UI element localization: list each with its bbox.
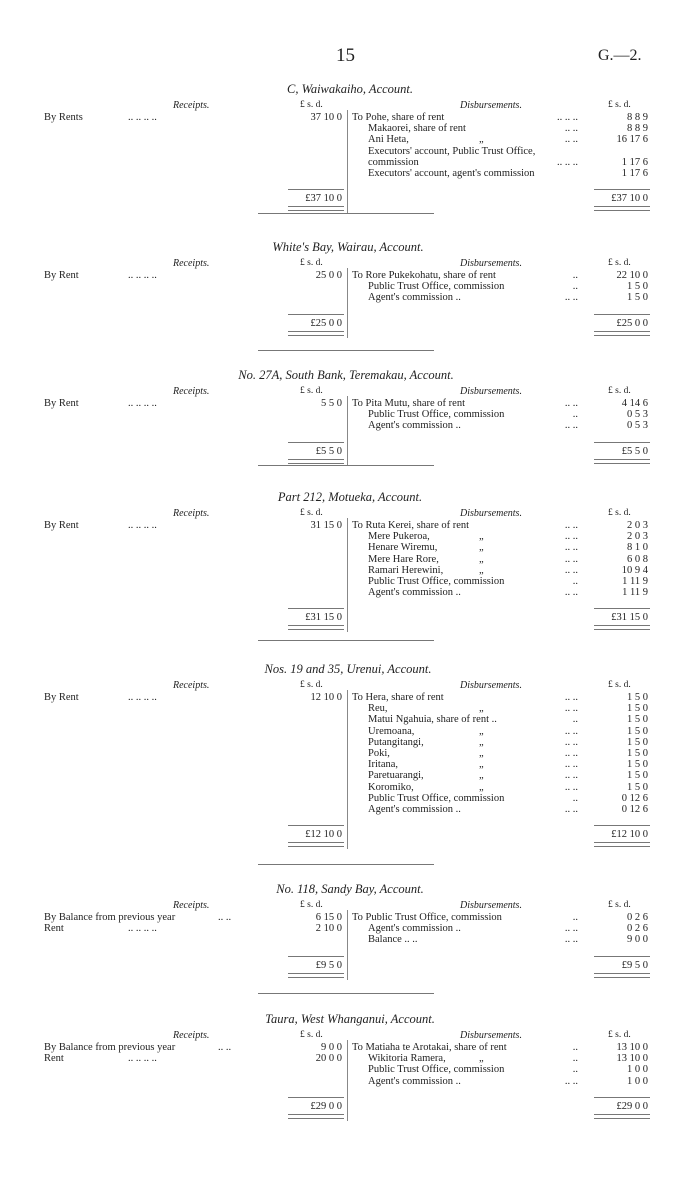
ditto-mark: „ (479, 725, 484, 737)
disbursements-heading: Disbursements. (460, 900, 522, 911)
disbursements-total: £9 5 0 (621, 959, 648, 971)
ditto-mark: „ (479, 1053, 484, 1065)
double-rule (594, 331, 650, 336)
disbursement-leader: .. .. (564, 292, 578, 304)
disbursements-heading: Disbursements. (460, 508, 522, 519)
double-rule (594, 459, 650, 464)
disbursement-label: Public Trust Office, commission (368, 281, 505, 293)
receipts-total: £9 5 0 (315, 959, 342, 971)
disbursement-label: Matui Ngahuia, share of rent .. (368, 714, 497, 726)
disbursement-amount: 1 5 0 (627, 725, 648, 737)
double-rule (288, 842, 344, 847)
disbursement-amount: 0 12 6 (621, 792, 648, 804)
disbursement-leader: .. .. (564, 770, 578, 782)
disbursement-amount: 1 5 0 (627, 770, 648, 782)
disbursement-label: To Hera, share of rent (352, 692, 444, 703)
rule-line (288, 314, 344, 315)
disbursement-label: Paretuarangi, (368, 770, 424, 782)
column-divider (347, 910, 348, 980)
disbursement-amount: 1 5 0 (627, 759, 648, 771)
receipt-label: By Rent (44, 270, 79, 281)
rule-line (288, 608, 344, 609)
receipts-total: £37 10 0 (305, 193, 342, 205)
rule-line (288, 956, 344, 957)
receipt-label: Rent (44, 923, 64, 935)
disbursement-leader: .. (572, 714, 578, 726)
receipt-leader: .. .. .. .. (128, 692, 157, 703)
disbursement-label: Executors' account, agent's commission (368, 168, 535, 179)
lsd-heading: £ s. d. (608, 386, 631, 396)
column-divider (347, 690, 348, 849)
disbursement-leader: .. .. (564, 123, 578, 135)
disbursement-label: To Pita Mutu, share of rent (352, 398, 465, 409)
lsd-heading: £ s. d. (608, 258, 631, 268)
disbursement-label: Executors' account, Public Trust Office, (368, 145, 536, 157)
receipts-heading: Receipts. (173, 1030, 210, 1041)
receipts-total: £5 5 0 (315, 445, 342, 457)
double-rule (288, 973, 344, 978)
double-rule (288, 459, 344, 464)
disbursement-label: Public Trust Office, commission (368, 792, 505, 804)
disbursement-amount: 1 5 0 (627, 736, 648, 748)
column-divider (347, 110, 348, 213)
disbursement-leader: .. (572, 270, 578, 281)
disbursements-total: £31 15 0 (611, 612, 648, 624)
disbursement-label: To Public Trust Office, commission (352, 912, 502, 923)
disbursement-amount: 1 0 0 (627, 1064, 648, 1076)
receipt-label: By Rent (44, 692, 79, 703)
ditto-mark: „ (479, 736, 484, 748)
lsd-heading: £ s. d. (608, 508, 631, 518)
disbursement-amount: 1 5 0 (627, 692, 648, 703)
receipt-amount: 12 10 0 (310, 692, 342, 703)
receipt-amount: 25 0 0 (315, 270, 342, 281)
receipt-leader: .. .. .. .. (128, 520, 157, 531)
rule-line (288, 442, 344, 443)
disbursement-amount: 1 5 0 (627, 781, 648, 793)
lsd-heading: £ s. d. (300, 100, 323, 110)
lsd-heading: £ s. d. (608, 900, 631, 910)
disbursement-amount: 0 2 6 (627, 912, 648, 923)
lsd-heading: £ s. d. (608, 1030, 631, 1040)
receipts-heading: Receipts. (173, 100, 210, 111)
disbursement-amount: 1 17 6 (621, 168, 648, 179)
receipt-label: By Rent (44, 520, 79, 531)
receipts-total: £25 0 0 (310, 317, 342, 329)
disbursement-leader: .. .. (564, 703, 578, 715)
disbursement-amount: 1 5 0 (627, 703, 648, 715)
account-title: White's Bay, Wairau, Account. (272, 240, 424, 254)
disbursement-label: Iritana, (368, 759, 399, 771)
receipts-total: £29 0 0 (310, 1100, 342, 1112)
disbursement-amount: 1 11 9 (622, 576, 648, 587)
disbursement-label: Ani Heta, (368, 134, 409, 146)
ditto-mark: „ (479, 564, 484, 576)
lsd-heading: £ s. d. (300, 900, 323, 910)
disbursement-leader: .. (572, 281, 578, 293)
disbursement-label: To Rore Pukekohatu, share of rent (352, 270, 496, 281)
disbursement-label: Public Trust Office, commission (368, 409, 505, 421)
double-rule (594, 1114, 650, 1119)
receipts-heading: Receipts. (173, 900, 210, 911)
disbursement-amount: 16 17 6 (616, 134, 648, 146)
disbursement-label: Poki, (368, 748, 390, 759)
rule-line (594, 956, 650, 957)
double-rule (594, 973, 650, 978)
receipts-heading: Receipts. (173, 386, 210, 397)
receipt-leader: .. .. .. .. (128, 398, 157, 409)
receipts-heading: Receipts. (173, 680, 210, 691)
disbursement-leader: .. (572, 409, 578, 421)
lsd-heading: £ s. d. (300, 386, 323, 396)
disbursement-amount: 4 14 6 (621, 398, 648, 409)
disbursement-label: Mere Pukeroa, (368, 531, 430, 543)
disbursement-label: Agent's commission .. (368, 923, 461, 935)
disbursements-total: £5 5 0 (621, 445, 648, 457)
receipt-amount: 31 15 0 (310, 520, 342, 531)
column-divider (347, 268, 348, 338)
disbursement-label: Balance .. .. (368, 934, 418, 946)
ditto-mark: „ (479, 531, 484, 543)
disbursement-label: Henare Wiremu, (368, 542, 438, 554)
disbursement-label: Public Trust Office, commission (368, 576, 505, 587)
disbursement-amount: 1 17 6 (621, 156, 648, 168)
receipt-label: By Rent (44, 398, 79, 409)
disbursement-leader: .. (572, 576, 578, 587)
lsd-heading: £ s. d. (300, 508, 323, 518)
disbursements-total: £29 0 0 (616, 1100, 648, 1112)
receipt-label: By Balance from previous year (44, 1042, 176, 1053)
ditto-mark: „ (479, 781, 484, 793)
disbursement-leader: .. .. (564, 923, 578, 935)
disbursements-heading: Disbursements. (460, 680, 522, 691)
disbursement-amount: 13 10 0 (616, 1042, 648, 1053)
rule-line (594, 825, 650, 826)
disbursement-leader: .. (572, 912, 578, 923)
disbursement-leader: .. (572, 1042, 578, 1053)
double-rule (594, 206, 650, 211)
disbursement-amount: 2 0 3 (627, 531, 648, 543)
disbursement-leader: .. (572, 1064, 578, 1076)
disbursement-leader: .. .. (564, 542, 578, 554)
disbursement-label: Mere Hare Rore, (368, 553, 439, 565)
column-divider (347, 1040, 348, 1121)
receipt-leader: .. .. (218, 1042, 232, 1053)
disbursement-label: To Matiaha te Arotakai, share of rent (352, 1042, 507, 1053)
disbursement-label: Koromiko, (368, 781, 414, 793)
disbursement-amount: 8 8 9 (627, 123, 648, 135)
page-number: 15 (336, 45, 355, 66)
receipt-label: By Balance from previous year (44, 912, 176, 923)
double-rule (288, 206, 344, 211)
receipt-label: Rent (44, 1053, 64, 1065)
rule-line (288, 189, 344, 190)
receipt-leader: .. .. .. .. (128, 270, 157, 281)
account-title: C, Waiwakaiho, Account. (286, 82, 414, 96)
receipt-leader: .. .. .. .. (128, 923, 157, 935)
disbursement-label: Agent's commission .. (368, 804, 461, 815)
disbursement-leader: .. .. (564, 759, 578, 771)
disbursement-leader: .. .. (564, 520, 578, 531)
disbursement-label: Ramari Herewini, (368, 564, 444, 576)
disbursement-amount: 1 0 0 (627, 1075, 648, 1087)
lsd-heading: £ s. d. (300, 680, 323, 690)
disbursement-label: Agent's commission .. (368, 292, 461, 304)
disbursement-leader: .. .. (564, 781, 578, 793)
section-separator (258, 213, 434, 214)
account-title: Part 212, Motueka, Account. (277, 490, 423, 504)
disbursements-total: £25 0 0 (616, 317, 648, 329)
disbursements-heading: Disbursements. (460, 258, 522, 269)
ditto-mark: „ (479, 703, 484, 715)
section-separator (258, 993, 434, 994)
disbursements-total: £12 10 0 (611, 829, 648, 841)
receipt-amount: 6 15 0 (315, 912, 342, 923)
disbursement-amount: 0 5 3 (627, 409, 648, 421)
disbursement-amount: 0 5 3 (627, 420, 648, 432)
disbursements-heading: Disbursements. (460, 386, 522, 397)
disbursement-leader: .. .. (564, 934, 578, 946)
disbursement-amount: 1 5 0 (627, 292, 648, 304)
receipts-total: £31 15 0 (305, 612, 342, 624)
double-rule (594, 625, 650, 630)
disbursement-amount: 1 5 0 (627, 281, 648, 293)
ditto-mark: „ (479, 542, 484, 554)
receipt-amount: 20 0 0 (315, 1053, 342, 1065)
disbursement-label: Putangitangi, (368, 736, 424, 748)
disbursement-label: Public Trust Office, commission (368, 1064, 505, 1076)
disbursement-label: Makaorei, share of rent (368, 123, 466, 135)
disbursement-leader: .. .. (564, 134, 578, 146)
section-separator (258, 350, 434, 351)
section-separator (258, 864, 434, 865)
double-rule (288, 625, 344, 630)
rule-line (594, 442, 650, 443)
receipts-heading: Receipts. (173, 508, 210, 519)
lsd-heading: £ s. d. (608, 680, 631, 690)
rule-line (288, 825, 344, 826)
receipt-leader: .. .. (218, 912, 232, 923)
disbursement-leader: .. (572, 1053, 578, 1065)
disbursements-heading: Disbursements. (460, 1030, 522, 1041)
disbursement-amount: 2 0 3 (627, 520, 648, 531)
disbursement-amount: 13 10 0 (616, 1053, 648, 1065)
disbursement-amount: 8 1 0 (627, 542, 648, 554)
disbursement-label: Agent's commission .. (368, 587, 461, 599)
disbursement-leader: .. .. (564, 748, 578, 759)
rule-line (594, 314, 650, 315)
receipt-leader: .. .. .. .. (128, 112, 157, 123)
disbursement-amount: 9 0 0 (627, 934, 648, 946)
disbursement-label: Agent's commission .. (368, 420, 461, 432)
receipt-amount: 37 10 0 (310, 112, 342, 123)
rule-line (288, 1097, 344, 1098)
receipt-amount: 9 0 0 (321, 1042, 342, 1053)
disbursement-label: Reu, (368, 703, 388, 715)
disbursement-leader: .. .. .. (557, 156, 578, 168)
account-title: No. 118, Sandy Bay, Account. (276, 882, 424, 896)
ditto-mark: „ (479, 748, 484, 759)
receipts-total: £12 10 0 (305, 829, 342, 841)
page-reference: G.—2. (598, 47, 642, 64)
lsd-heading: £ s. d. (300, 1030, 323, 1040)
disbursements-total: £37 10 0 (611, 193, 648, 205)
disbursement-leader: .. .. (564, 736, 578, 748)
column-divider (347, 396, 348, 466)
disbursement-label: Uremoana, (368, 725, 415, 737)
ditto-mark: „ (479, 759, 484, 771)
ditto-mark: „ (479, 134, 484, 146)
disbursement-leader: .. .. (564, 804, 578, 815)
disbursement-amount: 10 9 4 (621, 564, 648, 576)
disbursement-leader: .. (572, 792, 578, 804)
disbursement-amount: 22 10 0 (616, 270, 648, 281)
disbursements-heading: Disbursements. (460, 100, 522, 111)
disbursement-label: Wikitoria Ramera, (368, 1053, 446, 1065)
disbursement-amount: 8 8 9 (627, 112, 648, 123)
disbursement-amount: 0 12 6 (621, 804, 648, 815)
disbursement-amount: 6 0 8 (627, 553, 648, 565)
receipt-label: By Rents (44, 112, 83, 123)
section-separator (258, 465, 434, 466)
disbursement-leader: .. .. (564, 587, 578, 599)
section-separator (258, 640, 434, 641)
receipt-leader: .. .. .. .. (128, 1053, 157, 1065)
disbursement-leader: .. .. (564, 553, 578, 565)
disbursement-label: To Ruta Kerei, share of rent (352, 520, 470, 531)
disbursement-label: To Pohe, share of rent (352, 112, 445, 123)
column-divider (347, 518, 348, 632)
disbursement-leader: .. .. (564, 398, 578, 409)
disbursement-leader: .. .. (564, 531, 578, 543)
rule-line (594, 189, 650, 190)
disbursement-amount: 1 5 0 (627, 748, 648, 759)
receipt-amount: 5 5 0 (321, 398, 342, 409)
double-rule (594, 842, 650, 847)
double-rule (288, 1114, 344, 1119)
disbursement-leader: .. .. (564, 564, 578, 576)
disbursement-amount: 0 2 6 (627, 923, 648, 935)
ditto-mark: „ (479, 553, 484, 565)
account-title: No. 27A, South Bank, Teremakau, Account. (238, 368, 454, 382)
lsd-heading: £ s. d. (300, 258, 323, 268)
rule-line (594, 1097, 650, 1098)
disbursement-leader: .. .. .. (557, 112, 578, 123)
receipts-heading: Receipts. (173, 258, 210, 269)
disbursement-leader: .. .. (564, 420, 578, 432)
rule-line (594, 608, 650, 609)
disbursement-label: Agent's commission .. (368, 1075, 461, 1087)
disbursement-amount: 1 5 0 (627, 714, 648, 726)
disbursement-leader: .. .. (564, 1075, 578, 1087)
ditto-mark: „ (479, 770, 484, 782)
account-title: Nos. 19 and 35, Urenui, Account. (264, 662, 432, 676)
account-title: Taura, West Whanganui, Account. (265, 1012, 435, 1026)
disbursement-leader: .. .. (564, 692, 578, 703)
double-rule (288, 331, 344, 336)
disbursement-leader: .. .. (564, 725, 578, 737)
receipt-amount: 2 10 0 (315, 923, 342, 935)
lsd-heading: £ s. d. (608, 100, 631, 110)
disbursement-amount: 1 11 9 (622, 587, 648, 599)
disbursement-label: commission (368, 156, 419, 168)
